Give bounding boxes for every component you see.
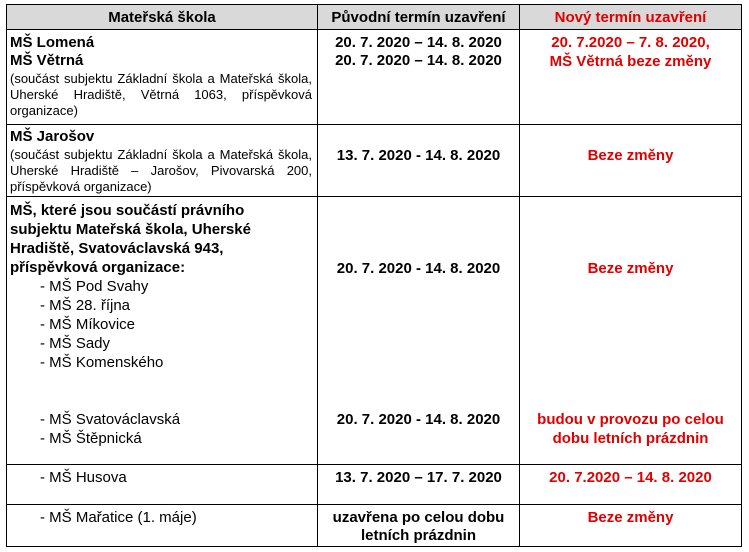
original-date: 20. 7. 2020 - 14. 8. 2020 (336, 411, 501, 428)
school-item: - MŠ Štěpnická (40, 430, 142, 447)
school-item: - MŠ Pod Svahy (40, 278, 149, 295)
organization-name: Hradiště, Svatováclavská 943, (10, 240, 224, 257)
school-note: (součást subjektu Základní škola a Mateřská škola, Uherské Hradiště – Jarošov, Pivovarská 200, příspěvková organizace) (10, 147, 312, 194)
header-new-date: Nový termín uzavření (554, 9, 707, 26)
school-name: MŠ Větrná (10, 52, 84, 69)
school-note: (součást subjektu Základní škola a Mateřská škola, Uherské Hradiště, Větrná 1063, příspěvková organizace) (10, 71, 312, 118)
original-date: 13. 7. 2020 – 17. 7. 2020 (335, 469, 502, 486)
school-item: - MŠ Komenského (40, 354, 164, 371)
school-item: - MŠ Husova (40, 469, 127, 486)
original-date: letních prázdnin (360, 527, 476, 544)
organization-name: subjektu Mateřská škola, Uherské (10, 221, 251, 238)
school-item: - MŠ Míkovice (40, 316, 136, 333)
new-date: 20. 7.2020 – 14. 8. 2020 (549, 469, 712, 486)
original-date: uzavřena po celou dobu (332, 509, 505, 526)
grid-line (6, 4, 742, 5)
new-date: MŠ Větrná beze změny (549, 53, 712, 70)
grid-line (6, 4, 7, 547)
organization-name: MŠ, které jsou součástí právního (10, 202, 245, 219)
new-date: budou v provozu po celou (537, 411, 724, 428)
grid-line (6, 504, 742, 505)
grid-line (6, 464, 742, 465)
school-name: MŠ Lomená (10, 34, 95, 51)
school-item: - MŠ Mařatice (1. máje) (40, 509, 197, 526)
original-date: 13. 7. 2020 - 14. 8. 2020 (336, 147, 501, 164)
closure-table (6, 4, 742, 547)
original-date: 20. 7. 2020 - 14. 8. 2020 (336, 260, 501, 277)
school-item: - MŠ Svatováclavská (40, 411, 181, 428)
grid-line (6, 29, 742, 30)
new-date: dobu letních prázdnin (552, 430, 709, 447)
school-name: MŠ Jarošov (10, 128, 95, 145)
header-school: Mateřská škola (108, 9, 216, 26)
grid-line (6, 124, 742, 125)
original-date: 20. 7. 2020 – 14. 8. 2020 (335, 52, 502, 69)
original-date: 20. 7. 2020 – 14. 8. 2020 (335, 34, 502, 51)
new-date: Beze změny (587, 147, 674, 164)
new-date: Beze změny (587, 260, 674, 277)
grid-line (6, 546, 742, 547)
new-date: Beze změny (587, 509, 674, 526)
header-original-date: Původní termín uzavření (331, 9, 506, 26)
grid-line (741, 4, 742, 547)
school-item: - MŠ 28. října (40, 297, 131, 314)
school-item: - MŠ Sady (40, 335, 111, 352)
new-date: 20. 7.2020 – 7. 8. 2020, (551, 34, 710, 51)
grid-line (6, 196, 742, 197)
organization-name: příspěvková organizace: (10, 259, 186, 276)
